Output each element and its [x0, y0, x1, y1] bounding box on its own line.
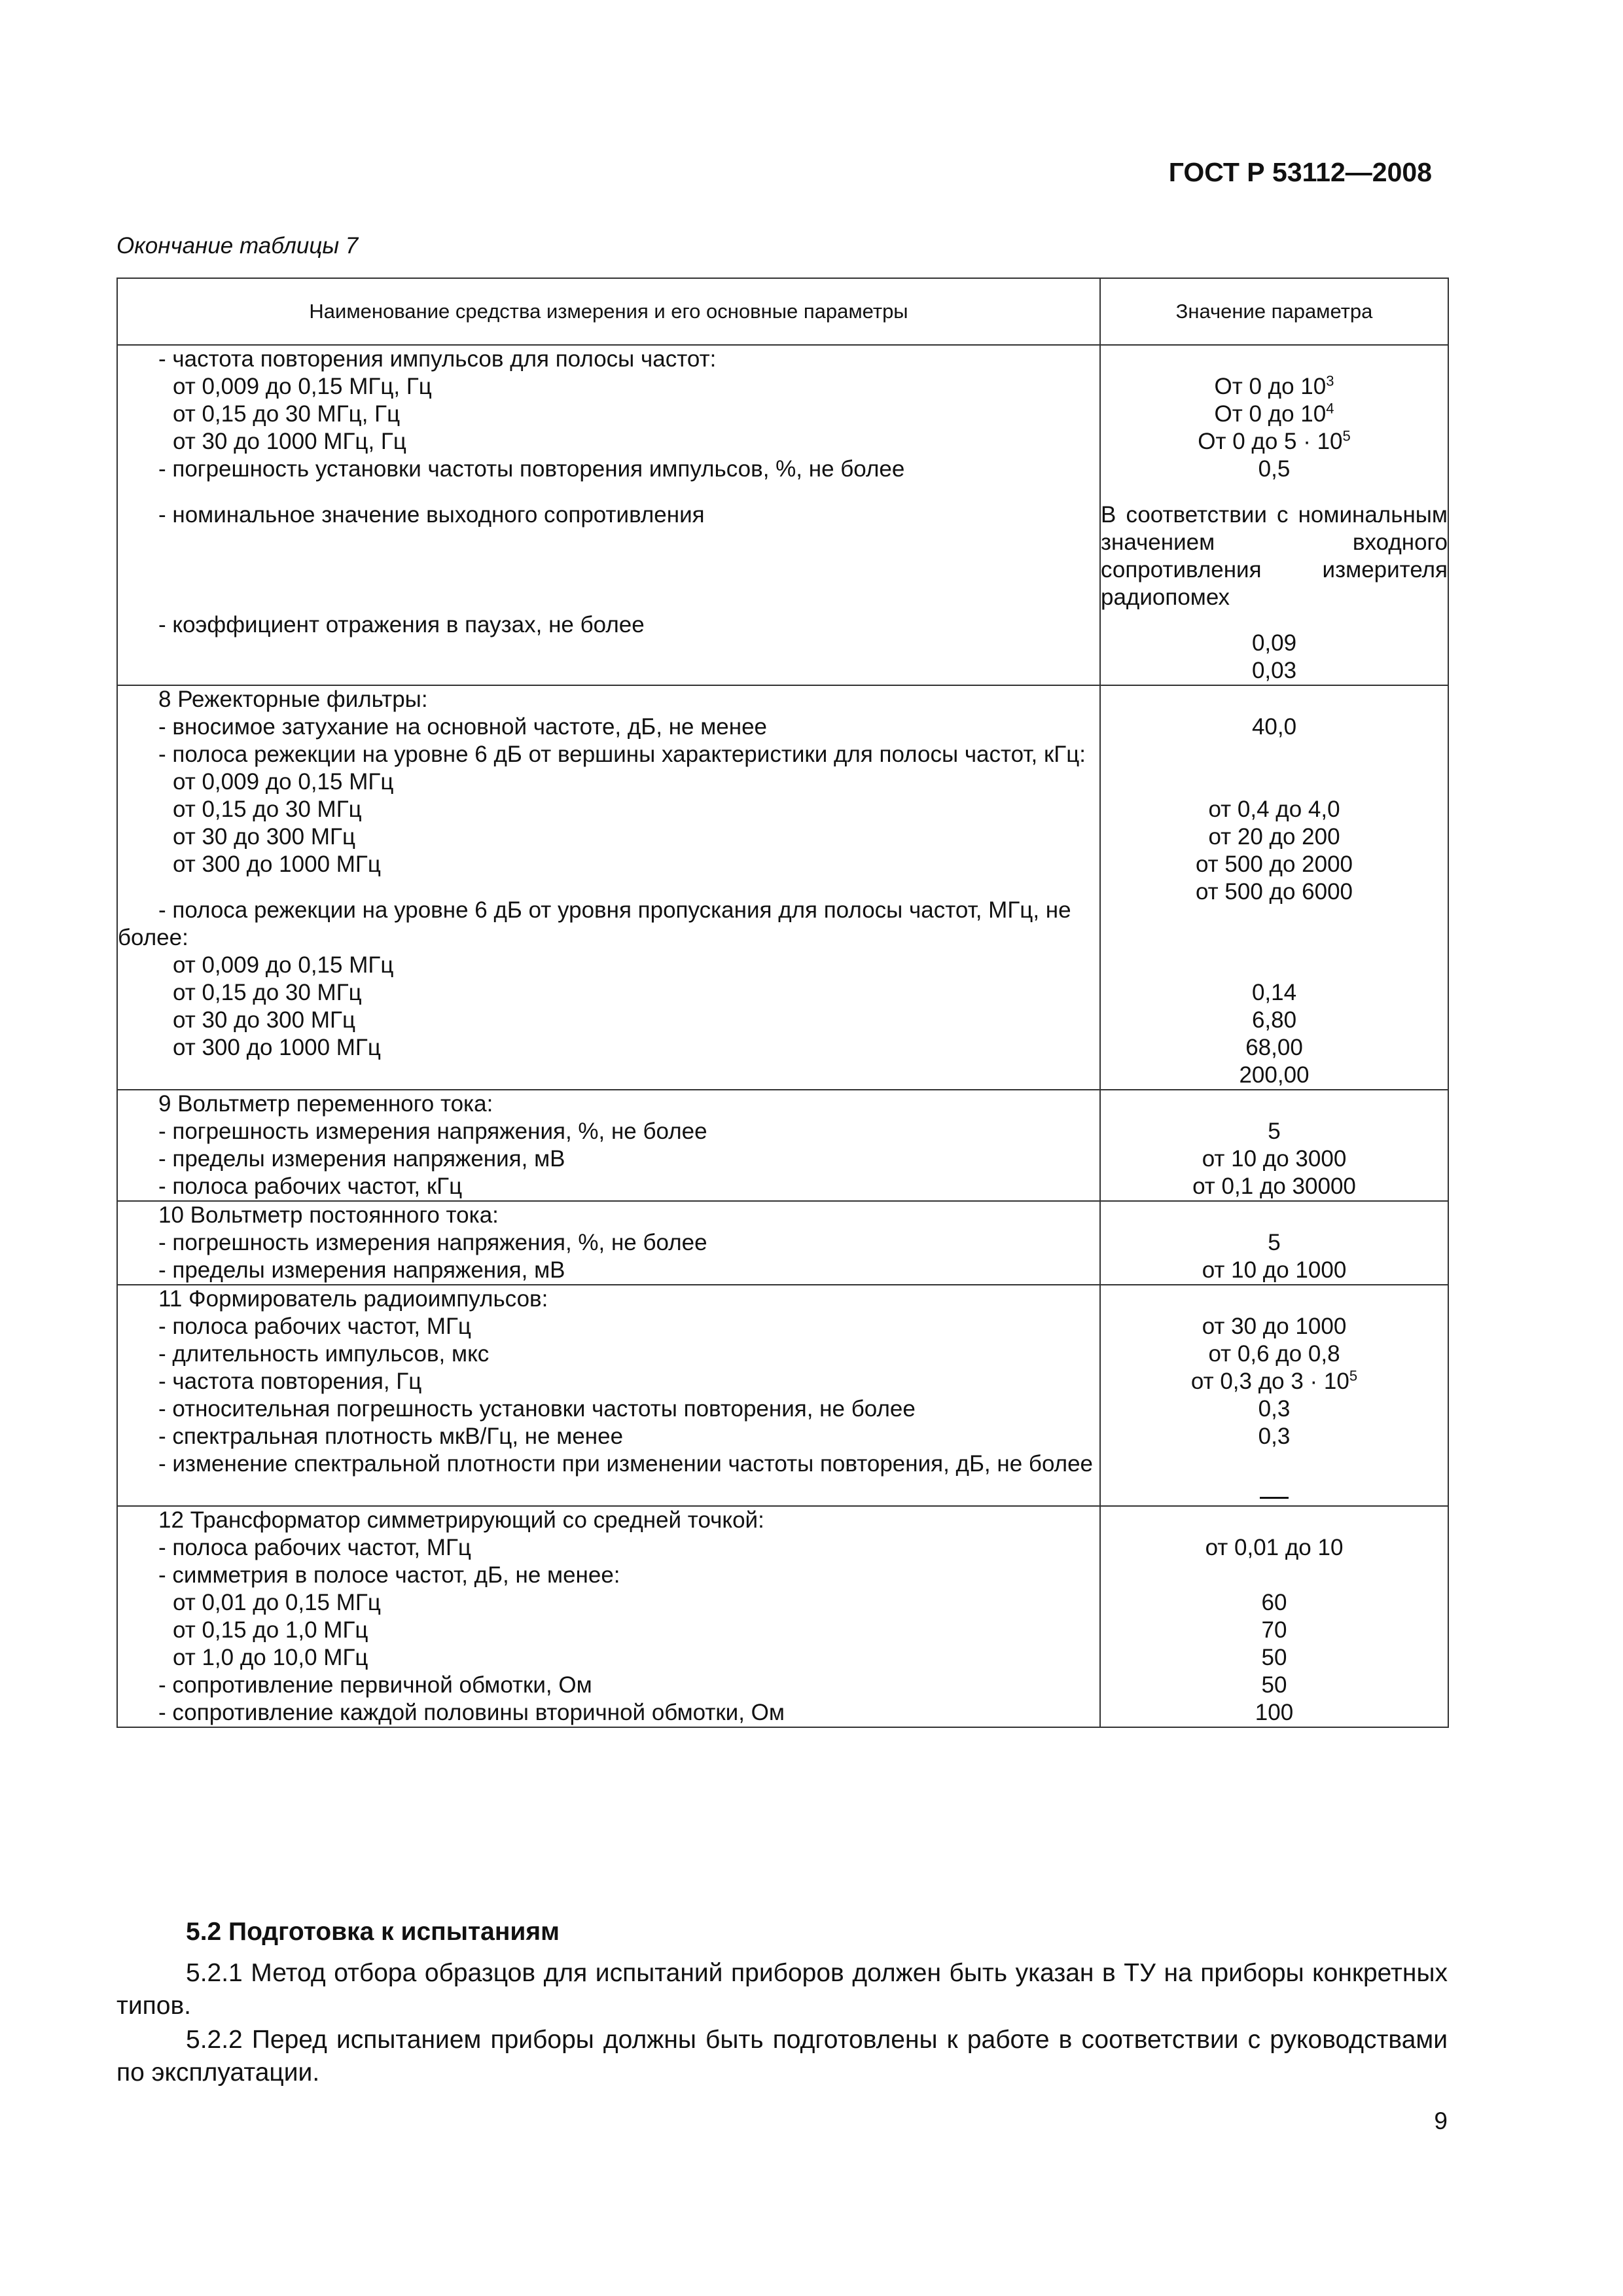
param-label: от 0,01 до 0,15 МГц — [173, 1590, 381, 1615]
param-label: от 300 до 1000 МГц — [173, 1035, 381, 1060]
param-value: От 0 до $10^4$ — [1214, 400, 1334, 427]
param-value: 5 — [1268, 1230, 1281, 1255]
param-label: от 1,0 до 10,0 МГц — [173, 1645, 368, 1670]
param-label: - сопротивление каждой половины вторичной обмотки, Ом — [158, 1700, 785, 1725]
param-label: - коэффициент отражения в паузах, не более — [158, 612, 645, 637]
table-caption: Окончание таблицы 7 — [116, 233, 359, 259]
param-label: - пределы измерения напряжения, мВ — [158, 1146, 565, 1172]
column-header-value: Значение параметра — [1100, 278, 1448, 345]
param-value: От 0 до $5 \cdot 10^5$ — [1198, 427, 1351, 454]
param-label: - погрешность измерения напряжения, %, не более — [158, 1119, 707, 1144]
param-value: 200,00 — [1239, 1062, 1310, 1088]
param-label: - частота повторения импульсов для полосы частот: — [158, 346, 717, 372]
param-label: - номинальное значение выходного сопротивления — [158, 502, 705, 528]
param-label: от 0,009 до 0,15 МГц — [173, 769, 394, 795]
section-label: 11 Формирователь радиоимпульсов: — [158, 1286, 548, 1312]
param-label: от 0,009 до 0,15 МГц, Гц — [173, 374, 432, 399]
param-label: - пределы измерения напряжения, мВ — [158, 1257, 565, 1283]
param-label: - изменение спектральной плотности при изменении частоты повторения, дБ, не более — [158, 1451, 1093, 1477]
param-label: - вносимое затухание на основной частоте, дБ, не менее — [158, 714, 768, 740]
param-value: 60 — [1261, 1590, 1287, 1615]
param-value: 50 — [1261, 1645, 1287, 1670]
param-label: - полоса режекции на уровне 6 дБ от вершины характеристики для полосы частот, кГц: — [158, 742, 1086, 767]
param-value: от 30 до 1000 — [1202, 1314, 1347, 1339]
param-value: 0,14 — [1251, 980, 1297, 1005]
table-row — [117, 1090, 1448, 1201]
param-value: 0,3 — [1258, 1396, 1291, 1422]
param-label: от 0,15 до 30 МГц — [173, 980, 362, 1005]
table-row — [117, 1201, 1448, 1285]
document-code: ГОСТ Р 53112—2008 — [1168, 157, 1432, 187]
param-label: от 30 до 300 МГц — [173, 1007, 355, 1033]
param-value: от 0,6 до 0,8 — [1208, 1341, 1340, 1367]
param-value: 0,03 — [1251, 658, 1297, 683]
column-header-name: Наименование средства измерения и его основные параметры — [117, 278, 1100, 345]
param-label: - полоса рабочих частот, МГц — [158, 1535, 471, 1560]
param-value: от 500 до 2000 — [1195, 852, 1353, 877]
table-row — [117, 685, 1448, 1090]
param-value: 68,00 — [1245, 1035, 1303, 1060]
param-label: от 0,009 до 0,15 МГц — [173, 952, 394, 978]
param-label: - погрешность установки частоты повторения импульсов, %, не более — [158, 456, 905, 482]
param-value: 50 — [1261, 1672, 1287, 1698]
param-label: от 30 до 1000 МГц, Гц — [173, 429, 406, 454]
table-row — [117, 1285, 1448, 1506]
param-value: от 0,1 до 30000 — [1192, 1174, 1356, 1199]
param-value: от 500 до 6000 — [1195, 879, 1353, 905]
param-value: 0,5 — [1258, 456, 1291, 482]
param-label: - полоса рабочих частот, кГц — [158, 1174, 463, 1199]
param-value: От 0 до $10^3$ — [1214, 372, 1334, 399]
dash-mark — [1260, 1481, 1289, 1499]
param-value: 0,3 — [1258, 1424, 1291, 1449]
param-label: - полоса режекции на уровне 6 дБ от уровня пропускания для полосы частот, МГц, не более: — [118, 897, 1071, 950]
param-label: - погрешность измерения напряжения, %, не более — [158, 1230, 707, 1255]
parameters-table — [116, 278, 1449, 1728]
section-label: 9 Вольтметр переменного тока: — [158, 1091, 493, 1117]
param-value: 5 — [1268, 1119, 1281, 1144]
param-label: - симметрия в полосе частот, дБ, не менее: — [158, 1562, 620, 1588]
param-value: от 20 до 200 — [1208, 824, 1340, 850]
paragraph-5-2-2: 5.2.2 Перед испытанием приборы должны быть подготовлены к работе в соответствии с руководствами по эксплуатации. — [116, 2026, 1448, 2087]
param-value: 6,80 — [1251, 1007, 1297, 1033]
param-label: от 300 до 1000 МГц — [173, 852, 381, 877]
param-label: от 0,15 до 30 МГц, Гц — [173, 401, 401, 427]
param-label: - частота повторения, Гц — [158, 1369, 422, 1394]
param-value: 0,09 — [1251, 630, 1297, 656]
param-value: 40,0 — [1251, 714, 1297, 740]
param-label: от 0,15 до 1,0 МГц — [173, 1617, 368, 1643]
paragraph-5-2-1: 5.2.1 Метод отбора образцов для испытаний приборов должен быть указан в ТУ на приборы конкретных типов. — [116, 1959, 1448, 2020]
table-header-row — [117, 278, 1448, 345]
param-value: от 10 до 1000 — [1202, 1257, 1347, 1283]
table-row — [117, 345, 1448, 685]
table-row — [117, 1506, 1448, 1727]
param-label: - спектральная плотность мкВ/Гц, не менее — [158, 1424, 624, 1449]
param-value: от 0,3 до $3 \cdot 10^5$ — [1190, 1367, 1358, 1394]
section-label: 12 Трансформатор симметрирующий со средней точкой: — [158, 1507, 764, 1533]
param-label: - сопротивление первичной обмотки, Ом — [158, 1672, 592, 1698]
param-label: - относительная погрешность установки частоты повторения, не более — [158, 1396, 916, 1422]
param-label: - полоса рабочих частот, МГц — [158, 1314, 471, 1339]
param-value — [1101, 1478, 1448, 1505]
param-value: от 0,01 до 10 — [1205, 1535, 1344, 1560]
param-value: В соответствии с номинальным значением входного сопротивления измерителя радиопомех — [1101, 502, 1448, 610]
param-value: от 10 до 3000 — [1202, 1146, 1347, 1172]
param-label: от 30 до 300 МГц — [173, 824, 355, 850]
param-label: от 0,15 до 30 МГц — [173, 797, 362, 822]
section-label: 8 Режекторные фильтры: — [158, 687, 428, 712]
param-value: от 0,4 до 4,0 — [1208, 797, 1340, 822]
param-label: - длительность импульсов, мкс — [158, 1341, 490, 1367]
section-title: 5.2 Подготовка к испытаниям — [186, 1918, 560, 1946]
param-value: 70 — [1261, 1617, 1287, 1643]
section-label: 10 Вольтметр постоянного тока: — [158, 1202, 499, 1228]
param-value: 100 — [1255, 1700, 1294, 1725]
page-number: 9 — [1434, 2108, 1448, 2134]
